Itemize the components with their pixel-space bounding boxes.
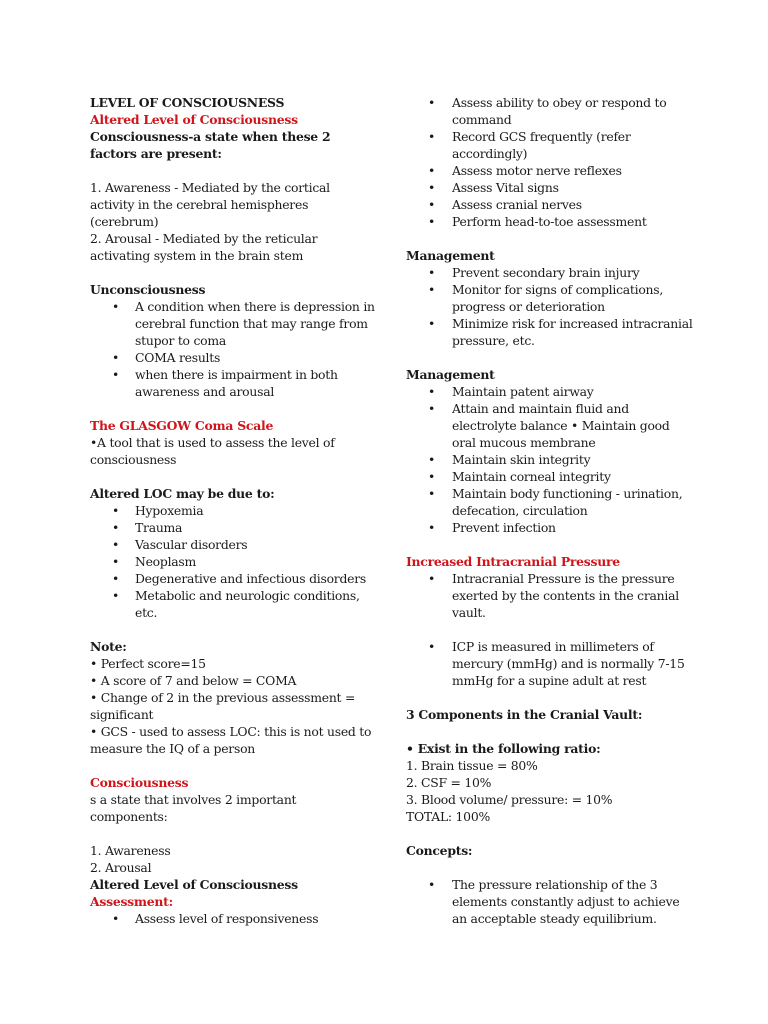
assessment-list-continued	[406, 94, 696, 230]
assessment-heading: Assessment:	[90, 894, 173, 909]
icp-heading: Increased Intracranial Pressure	[406, 554, 620, 569]
list-item: • Maintain patent airway	[406, 383, 696, 400]
right-column	[406, 94, 696, 927]
note-line: • Perfect score=15	[90, 656, 206, 671]
list-item: • Assess ability to obey or respond to command	[406, 94, 696, 128]
list-item: • A condition when there is depression in cerebral function that may range from stupor to coma	[90, 298, 375, 349]
list-item: • Assess level of responsiveness	[90, 910, 375, 927]
list-item: • Monitor for signs of complications, progress or deterioration	[406, 281, 696, 315]
list-item: • Minimize risk for increased intracranial pressure, etc.	[406, 315, 696, 349]
concepts-heading: Concepts:	[406, 843, 473, 858]
ratio-line: 3. Blood volume/ pressure: = 10%	[406, 792, 613, 807]
list-item: • Attain and maintain fluid and electrolyte balance • Maintain good oral mucous membrane	[406, 400, 696, 451]
list-item: • Assess motor nerve reflexes	[406, 162, 696, 179]
list-item: • ICP is measured in millimeters of mercury (mmHg) and is normally 7-15 mmHg for a supine adult at rest	[406, 638, 696, 689]
ratio-line: 2. CSF = 10%	[406, 775, 492, 790]
list-item: • Trauma	[90, 519, 375, 536]
list-item: • COMA results	[90, 349, 375, 366]
component-awareness: 1. Awareness	[90, 843, 171, 858]
note-line: • GCS - used to assess LOC: this is not used to measure the IQ of a person	[90, 724, 372, 756]
list-item: • Neoplasm	[90, 553, 375, 570]
altered-loc-causes-list	[90, 502, 375, 621]
glasgow-heading: The GLASGOW Coma Scale	[90, 418, 274, 433]
unconsciousness-list	[90, 298, 375, 400]
factor-arousal: 2. Arousal - Mediated by the reticular activating system in the brain stem	[90, 231, 318, 263]
ratio-heading: • Exist in the following ratio:	[406, 741, 601, 756]
list-item: • when there is impairment in both awareness and arousal	[90, 366, 375, 400]
assessment-list-start	[90, 910, 375, 927]
document-title: LEVEL OF CONSCIOUSNESS	[90, 95, 285, 110]
note-heading: Note:	[90, 639, 127, 654]
list-item: • Perform head-to-toe assessment	[406, 213, 696, 230]
list-item: • Hypoxemia	[90, 502, 375, 519]
list-item: • Assess Vital signs	[406, 179, 696, 196]
components-heading: 3 Components in the Cranial Vault:	[406, 707, 643, 722]
factor-awareness: 1. Awareness - Mediated by the cortical activity in the cerebral hemispheres (cerebrum)	[90, 180, 330, 229]
icp-list-2	[406, 638, 696, 689]
management-list-2	[406, 383, 696, 536]
list-item: • Record GCS frequently (refer accordingly)	[406, 128, 696, 162]
note-line: • Change of 2 in the previous assessment = significant	[90, 690, 356, 722]
list-item: • The pressure relationship of the 3 elements constantly adjust to achieve an acceptable steady equilibrium.	[406, 876, 696, 927]
component-arousal: 2. Arousal	[90, 860, 152, 875]
list-item: • Maintain skin integrity	[406, 451, 696, 468]
ratio-line: TOTAL: 100%	[406, 809, 490, 824]
glasgow-text: •A tool that is used to assess the level of consciousness	[90, 435, 335, 467]
list-item: • Vascular disorders	[90, 536, 375, 553]
list-item: • Maintain body functioning - urination, defecation, circulation	[406, 485, 696, 519]
ratio-line: 1. Brain tissue = 80%	[406, 758, 538, 773]
list-item: • Prevent secondary brain injury	[406, 264, 696, 281]
concepts-list	[406, 876, 696, 927]
consciousness-heading: Consciousness	[90, 775, 189, 790]
unconsciousness-heading: Unconsciousness	[90, 282, 206, 297]
consciousness-definition: Consciousness-a state when these 2 factors are present:	[90, 129, 331, 161]
altered-loc-heading: Altered Level of Consciousness	[90, 112, 298, 127]
list-item: • Intracranial Pressure is the pressure exerted by the contents in the cranial vault.	[406, 570, 696, 621]
note-line: • A score of 7 and below = COMA	[90, 673, 297, 688]
list-item: • Maintain corneal integrity	[406, 468, 696, 485]
management-heading-2: Management	[406, 367, 495, 382]
list-item: • Prevent infection	[406, 519, 696, 536]
list-item: • Assess cranial nerves	[406, 196, 696, 213]
management-list	[406, 264, 696, 349]
altered-level-text: Altered Level of Consciousness	[90, 877, 298, 892]
left-column	[90, 94, 375, 927]
altered-loc-causes-heading: Altered LOC may be due to:	[90, 486, 275, 501]
list-item: • Degenerative and infectious disorders	[90, 570, 375, 587]
list-item: • Metabolic and neurologic conditions, etc.	[90, 587, 375, 621]
management-heading: Management	[406, 248, 495, 263]
icp-list	[406, 570, 696, 621]
consciousness-text: s a state that involves 2 important components:	[90, 792, 297, 824]
